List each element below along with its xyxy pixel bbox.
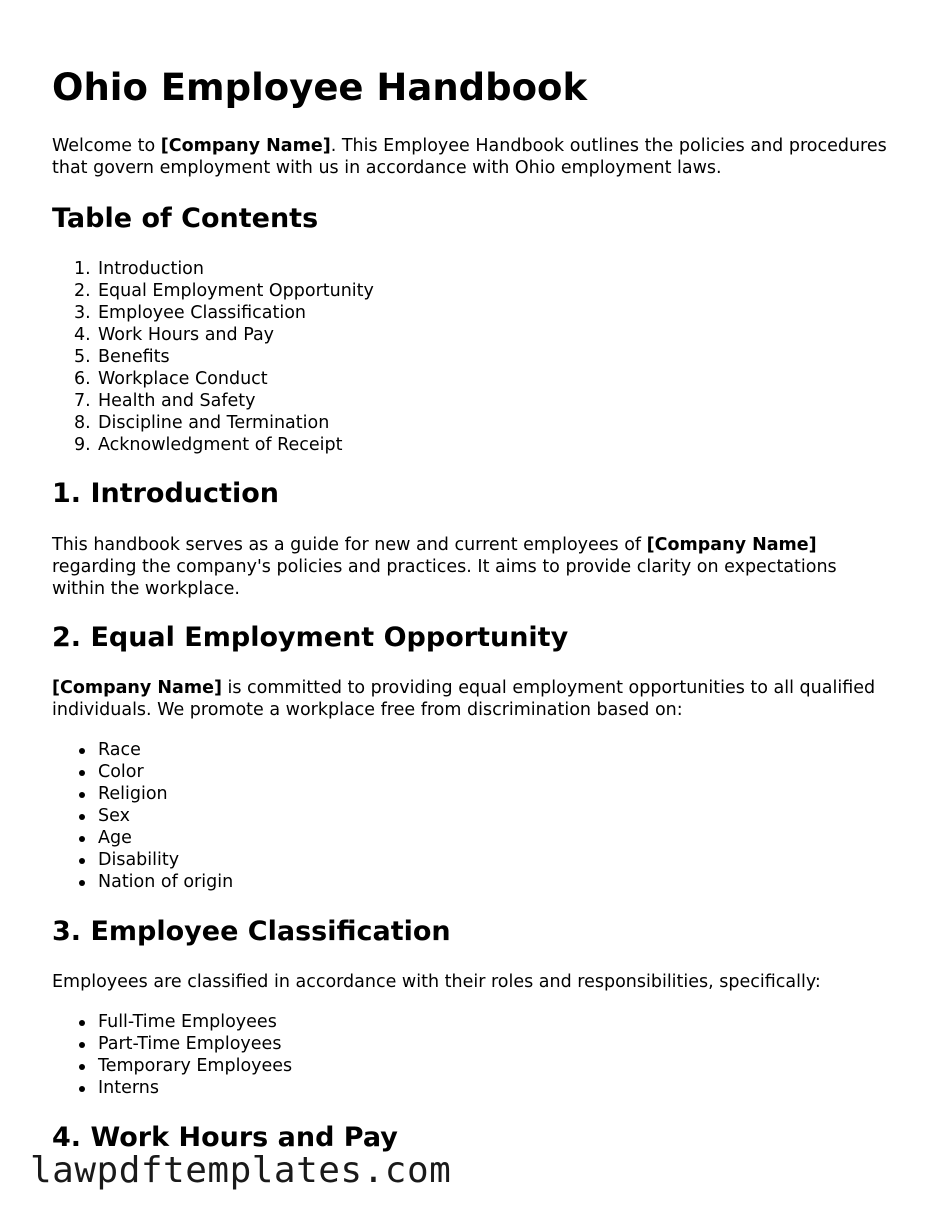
- eeo-paragraph: [52, 677, 892, 721]
- eeo-list: [52, 739, 233, 893]
- section-heading-eeo: 2. Equal Employment Opportunity: [52, 622, 569, 653]
- toc-item-label: Health and Safety: [98, 391, 256, 411]
- list-item: Part-Time Employees: [52, 1033, 292, 1055]
- list-item: Nation of origin: [52, 871, 233, 893]
- toc-list: [52, 258, 374, 456]
- company-name-placeholder: [Company Name]: [646, 535, 817, 555]
- list-item: Color: [52, 761, 233, 783]
- toc-item-label: Discipline and Termination: [98, 413, 330, 433]
- intro-paragraph: [52, 135, 892, 179]
- toc-item: [52, 258, 374, 280]
- page-title: Ohio Employee Handbook: [52, 66, 588, 109]
- toc-item-number: 3.: [74, 303, 91, 323]
- introduction-text-prefix: This handbook serves as a guide for new and current employees of: [52, 535, 647, 555]
- list-item: Temporary Employees: [52, 1055, 292, 1077]
- toc-item: [52, 302, 374, 324]
- toc-item: [52, 434, 374, 456]
- toc-heading: Table of Contents: [52, 203, 319, 234]
- toc-item-number: 5.: [74, 347, 91, 367]
- list-item: Disability: [52, 849, 233, 871]
- introduction-paragraph: [52, 534, 892, 600]
- toc-item: [52, 368, 374, 390]
- toc-item-label: Equal Employment Opportunity: [98, 281, 374, 301]
- toc-item-label: Benefits: [98, 347, 170, 367]
- intro-text-prefix: Welcome to: [52, 136, 161, 156]
- section-heading-classification: 3. Employee Classification: [52, 916, 451, 947]
- toc-item: [52, 412, 374, 434]
- company-name-placeholder: [Company Name]: [52, 678, 222, 698]
- toc-item: [52, 280, 374, 302]
- list-item: Sex: [52, 805, 233, 827]
- toc-item-number: 4.: [74, 325, 91, 345]
- section-heading-introduction: 1. Introduction: [52, 478, 279, 509]
- toc-item-number: 1.: [74, 259, 91, 279]
- toc-item: [52, 346, 374, 368]
- classification-paragraph: Employees are classified in accordance with their roles and responsibilities, specifically:: [52, 972, 821, 992]
- toc-item-number: 2.: [74, 281, 91, 301]
- list-item: Age: [52, 827, 233, 849]
- toc-item-label: Workplace Conduct: [98, 369, 268, 389]
- list-item: Interns: [52, 1077, 292, 1099]
- classification-list: [52, 1011, 292, 1099]
- watermark: lawpdftemplates.com: [30, 1150, 452, 1191]
- section-heading-work-hours: 4. Work Hours and Pay: [52, 1122, 398, 1153]
- toc-item-number: 6.: [74, 369, 91, 389]
- company-name-placeholder: [Company Name]: [160, 136, 331, 156]
- list-item: Race: [52, 739, 233, 761]
- toc-item-number: 8.: [74, 413, 91, 433]
- toc-item-label: Acknowledgment of Receipt: [98, 435, 343, 455]
- toc-item-label: Employee Classification: [98, 303, 307, 323]
- toc-item-number: 9.: [74, 435, 91, 455]
- intro-text-suffix: . This Employee Handbook outlines the policies and procedures that govern employment with us in accordance with Ohio employment laws.: [52, 136, 887, 178]
- list-item: Full-Time Employees: [52, 1011, 292, 1033]
- eeo-text: is committed to providing equal employment opportunities to all qualified individuals. We promote a workplace free from discrimination based on:: [52, 678, 876, 720]
- introduction-text-suffix: regarding the company's policies and practices. It aims to provide clarity on expectations within the workplace.: [52, 557, 837, 599]
- toc-item-label: Work Hours and Pay: [98, 325, 275, 345]
- toc-item: [52, 324, 374, 346]
- list-item: Religion: [52, 783, 233, 805]
- toc-item: [52, 390, 374, 412]
- toc-item-number: 7.: [74, 391, 91, 411]
- toc-item-label: Introduction: [98, 259, 204, 279]
